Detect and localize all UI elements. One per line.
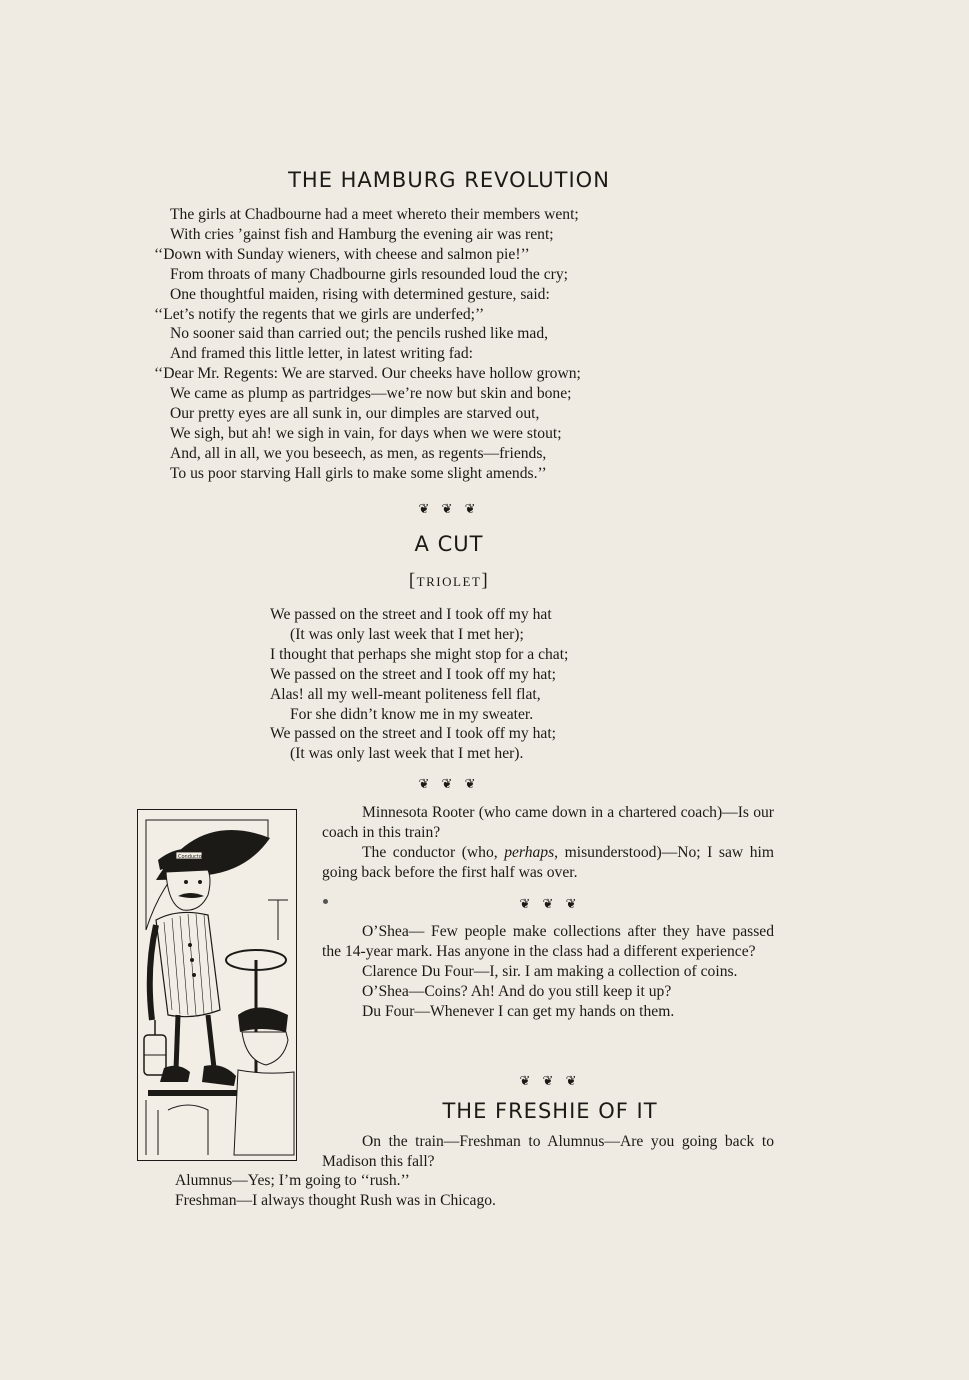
cap-label: Conductor: [178, 854, 204, 860]
dialogue-paragraph: [322, 843, 774, 883]
poem-line: We came as plump as partridges—we’re now but skin and bone;: [170, 385, 572, 403]
poem-line: And framed this little letter, in latest writing fad:: [170, 345, 473, 363]
text-span: , misunderstood)—No; I saw him going back before the first half was over.: [322, 843, 774, 881]
poem-line: And, all in all, we you beseech, as men, as regents—friends,: [170, 444, 547, 462]
poem-line: We passed on the street and I took off my hat: [270, 606, 552, 623]
dialogue-paragraph: Minnesota Rooter (who came down in a chartered coach)—Is our coach in this train?: [322, 804, 774, 841]
dialogue-paragraph: O’Shea—Coins? Ah! And do you still keep it up?: [362, 982, 672, 1000]
text-span: The conductor (who,: [362, 843, 505, 861]
dialogue-line: Alumnus—Yes; I’m going to ‘‘rush.’’: [175, 1172, 410, 1189]
poem-line: (It was only last week that I met her).: [290, 745, 524, 763]
poem-line: Our pretty eyes are all sunk in, our dimples are starved out,: [170, 405, 540, 423]
poem-line: I thought that perhaps she might stop for a chat;: [270, 645, 569, 663]
triolet-subtitle: [TRIOLET]: [408, 570, 490, 591]
dialogue-line: Freshman—I always thought Rush was in Chicago.: [175, 1191, 496, 1209]
poem-line: ‘‘Down with Sunday wieners, with cheese and salmon pie!’’: [154, 245, 530, 263]
oshea-dialogue: [322, 922, 774, 1022]
dialogue-paragraph: O’Shea— Few people make collections after they have passed the 14-year mark. Has anyone in the class had a different experience?: [322, 923, 774, 960]
a-cut-title: A CUT: [414, 532, 484, 556]
dialogue-paragraph: On the train—Freshman to Alumnus—Are you going back to Madison this fall?: [322, 1133, 774, 1170]
freshie-title: THE FRESHIE OF IT: [442, 1099, 658, 1123]
poem-line: One thoughtful maiden, rising with determined gesture, said:: [170, 285, 550, 303]
dialogue-paragraph: Clarence Du Four—I, sir. I am making a collection of coins.: [362, 962, 738, 980]
hamburg-revolution-title: THE HAMBURG REVOLUTION: [288, 168, 610, 192]
poem-line: With cries ’gainst fish and Hamburg the evening air was rent;: [170, 225, 554, 243]
poem-line: We passed on the street and I took off my hat;: [270, 665, 557, 683]
dialogue-paragraph: Du Four—Whenever I can get my hands on them.: [362, 1002, 675, 1020]
minnesota-rooter-dialogue: [322, 803, 774, 883]
poem-line: We passed on the street and I took off my hat;: [270, 725, 557, 743]
poem-line: Alas! all my well-meant politeness fell flat,: [270, 685, 541, 703]
poem-line: The girls at Chadbourne had a meet whereto their members went;: [170, 206, 579, 223]
poem-line: ‘‘Dear Mr. Regents: We are starved. Our cheeks have hollow grown;: [154, 365, 581, 383]
leaf-ornament-icon: ❦ ❦ ❦: [418, 502, 480, 517]
poem-line: We sigh, but ah! we sigh in vain, for days when we were stout;: [170, 424, 562, 442]
leaf-ornament-icon: ❦ ❦ ❦: [519, 897, 581, 912]
leaf-ornament-icon: ❦ ❦ ❦: [519, 1074, 581, 1089]
leaf-ornament-icon: ❦ ❦ ❦: [418, 777, 480, 792]
poem-line: To us poor starving Hall girls to make some slight amends.’’: [170, 464, 547, 482]
poem-line: ‘‘Let’s notify the regents that we girls are underfed;’’: [154, 305, 485, 323]
italic-text: perhaps: [504, 843, 555, 861]
poem-line: For she didn’t know me in my sweater.: [290, 705, 534, 723]
poem-line: From throats of many Chadbourne girls resounded loud the cry;: [170, 265, 568, 283]
triolet-poem: [270, 605, 730, 764]
freshie-dialogue-tail: [175, 1171, 775, 1211]
triolet-label: TRIOLET: [416, 574, 482, 589]
freshie-dialogue: [322, 1132, 774, 1172]
poem-line: (It was only last week that I met her);: [290, 625, 524, 643]
hamburg-poem: [154, 205, 794, 484]
poem-line: No sooner said than carried out; the pencils rushed like mad,: [170, 325, 549, 343]
